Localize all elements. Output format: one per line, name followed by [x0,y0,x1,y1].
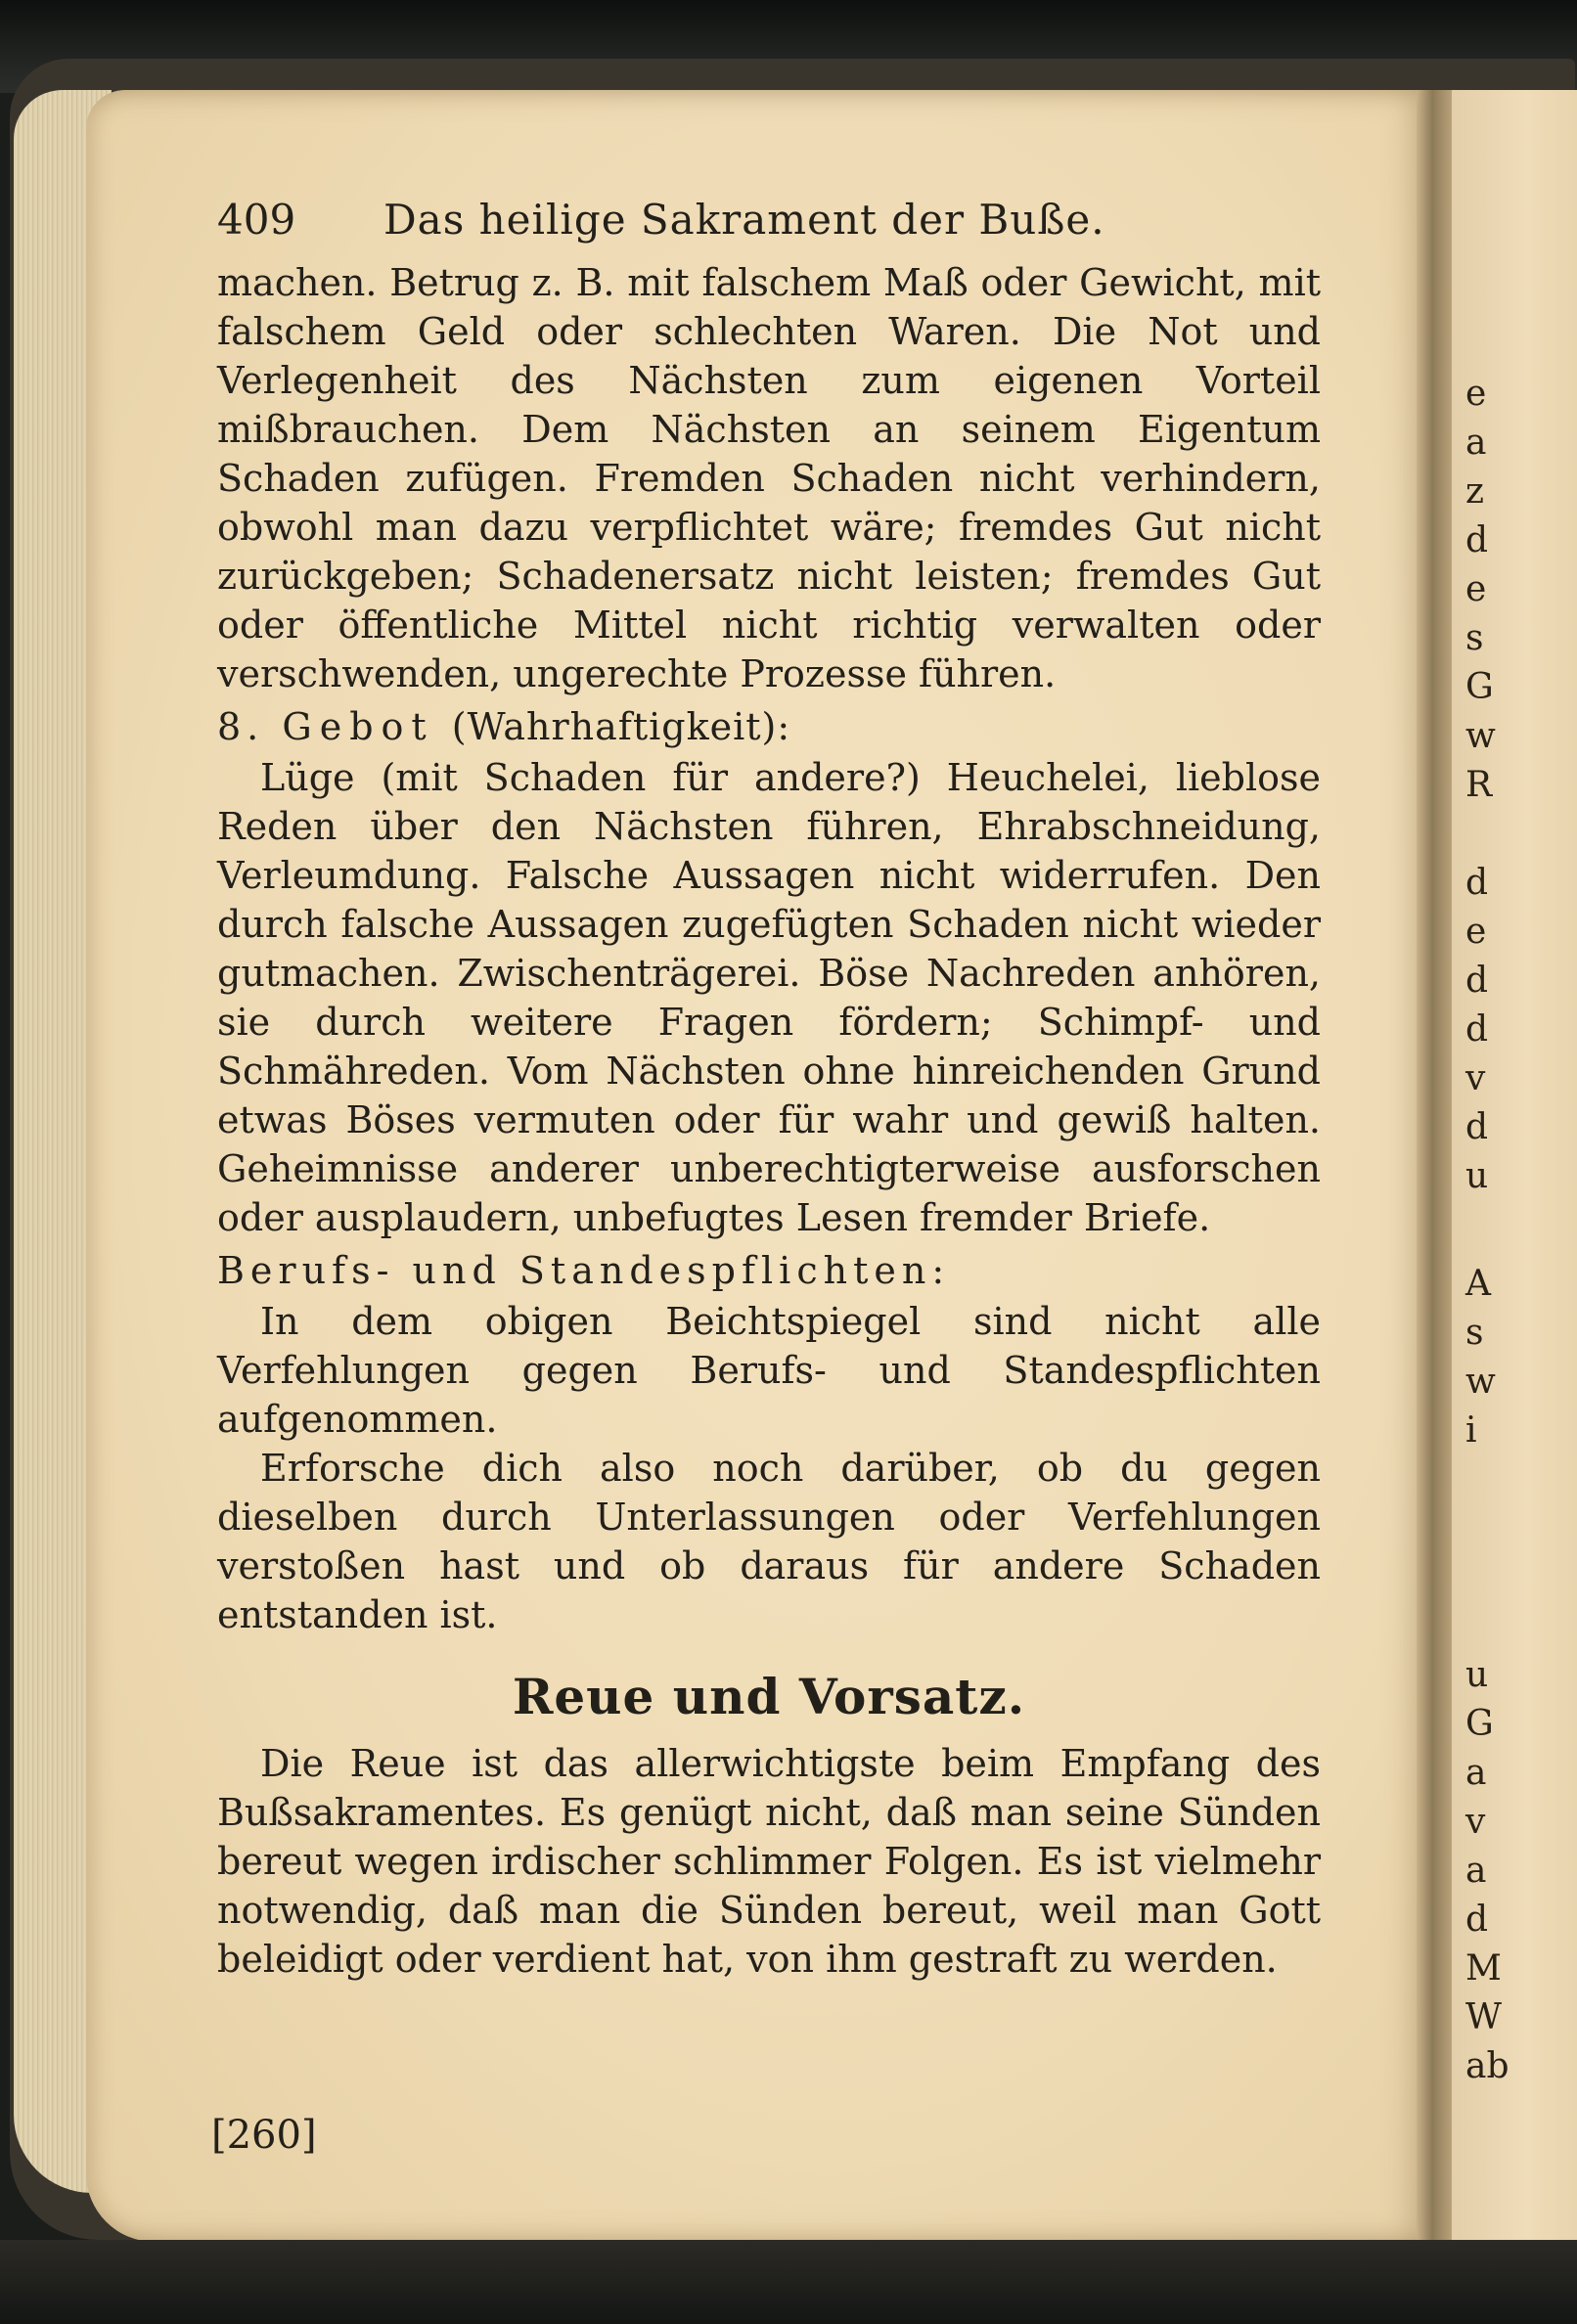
facing-text-fragment: v [1465,1802,1486,1842]
facing-text-fragment: u [1465,1655,1489,1695]
facing-text-fragment: v [1465,1058,1486,1098]
facing-text-fragment: w [1465,1362,1496,1402]
facing-text-fragment: s [1465,618,1484,658]
facing-text-fragment: M [1465,1948,1502,1989]
commandment-topic: (Wahrhaftigkeit): [451,705,791,748]
background-bottom-shadow [0,2240,1577,2324]
facing-text-fragment: W [1465,1997,1503,2037]
facing-text-fragment: d [1465,1899,1489,1940]
facing-text-fragment: a [1465,1851,1487,1891]
facing-text-fragment: d [1465,961,1489,1001]
facing-text-fragment: G [1465,667,1494,707]
commandment-number: 8. [217,705,265,748]
duties-heading: Berufs- und Standespflichten: [217,1249,951,1292]
facing-text-fragment: d [1465,520,1489,560]
page-number: 409 [217,196,296,244]
signature-mark: [260] [211,2113,317,2158]
paragraph: Erforsche dich also noch darüber, ob du gegen dieselben durch Unterlassungen oder Verfehlungen verstoßen hast und ob daraus für andere Schaden entstanden ist. [217,1447,1321,1636]
facing-text-fragment: R [1465,765,1493,805]
facing-text-fragment: e [1465,569,1487,609]
facing-text-fragment: i [1465,1410,1477,1451]
running-header [217,196,1321,254]
facing-text-fragment: s [1465,1313,1484,1353]
paragraph: Lüge (mit Schaden für andere?) Heuchelei, lieblose Reden über den Nächsten führen, Ehrabschneidung, Verleumdung. Falsche Aussagen nicht widerrufen. Den durch falsche Aussagen zugefügten Schaden nicht wieder gutmachen. Zwischenträgerei. Böse Nachreden anhören, sie durch weitere Fragen fördern; Schimpf- und Schmähreden. Vom Nächsten ohne hinreichenden Grund etwas Böses vermuten oder für wahr und gewiß halten. Geheimnisse anderer unberechtigterweise ausforschen oder ausplaudern, unbefugtes Lesen fremder Briefe. [217,756,1321,1239]
paragraph: machen. Betrug z. B. mit falschem Maß oder Gewicht, mit falschem Geld oder schlechten Waren. Die Not und Verlegenheit des Nächsten zum eigenen Vorteil mißbrauchen. Dem Nächsten an seinem Eigentum Schaden zufügen. Fremden Schaden nicht verhindern, obwohl man dazu verpflichtet wäre; fremdes Gut nicht zurückgeben; Schadenersatz nicht leisten; fremdes Gut oder öffentliche Mittel nicht richtig verwalten oder verschwenden, ungerechte Prozesse führen. [217,261,1321,695]
facing-text-fragment: A [1465,1264,1491,1304]
facing-text-fragment: d [1465,863,1489,903]
book-gutter [1417,90,1452,2242]
section-title: Reue und Vorsatz. [512,1668,1026,1725]
commandment-word: Gebot [282,705,434,748]
paragraph: Die Reue ist das allerwichtigste beim Empfang des Bußsakramentes. Es genügt nicht, daß man seine Sünden bereut wegen irdischer schlimmer Folgen. Es ist vielmehr notwendig, daß man die Sünden bereut, weil man Gott beleidigt oder verdient hat, von ihm gestraft zu werden. [217,1742,1321,1981]
facing-page-sliver [1452,90,1577,2242]
facing-text-fragment: a [1465,1753,1487,1793]
facing-text-fragment: a [1465,423,1487,463]
facing-text-fragment: e [1465,374,1487,414]
commandment-heading [217,702,1321,751]
facing-text-fragment: e [1465,912,1487,952]
facing-text-fragment: w [1465,716,1496,756]
facing-text-fragment: d [1465,1107,1489,1147]
facing-text-fragment: G [1465,1704,1494,1744]
facing-text-fragment: d [1465,1009,1489,1050]
facing-text-fragment: u [1465,1156,1489,1196]
page-text [217,196,1321,1984]
running-title: Das heilige Sakrament der Buße. [383,196,1105,244]
facing-text-fragment: ab [1465,2046,1509,2086]
paragraph: In dem obigen Beichtspiegel sind nicht alle Verfehlungen gegen Berufs- und Standespflichten aufgenommen. [217,1300,1321,1441]
facing-text-fragment: z [1465,471,1484,512]
